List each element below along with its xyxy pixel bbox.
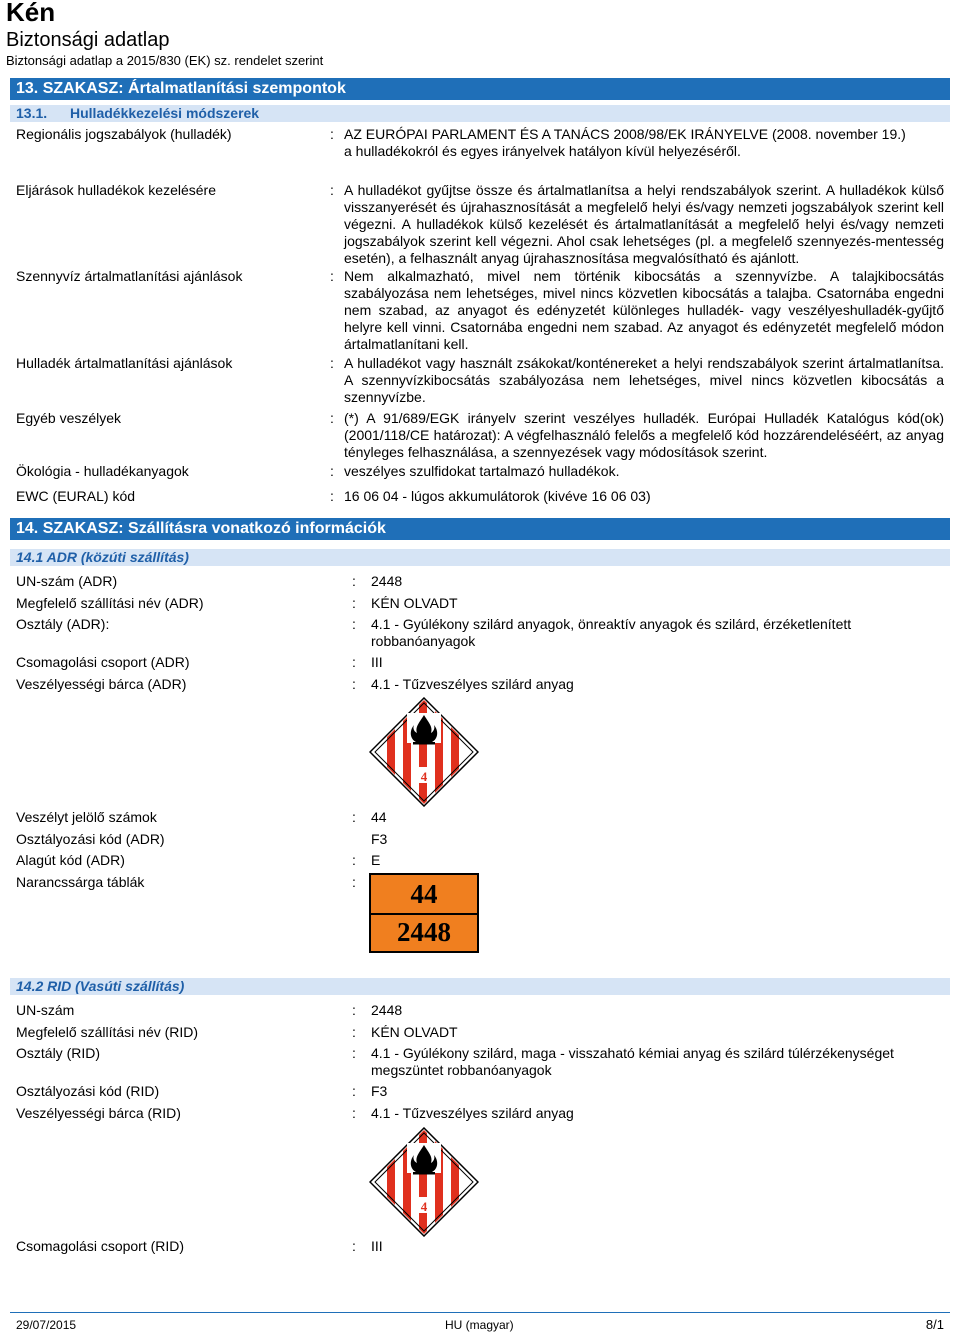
field-colon: : bbox=[352, 676, 356, 692]
field-colon: : bbox=[352, 852, 356, 868]
field-colon: : bbox=[352, 654, 356, 670]
field-value: KÉN OLVADT bbox=[371, 1024, 458, 1040]
field-label: Veszélyességi bárca (ADR) bbox=[16, 676, 187, 692]
placard-class-number: 4 bbox=[420, 769, 428, 784]
field-colon: : bbox=[352, 573, 356, 589]
field-colon: : bbox=[352, 1105, 356, 1121]
product-title: Kén bbox=[6, 0, 56, 27]
field-value: F3 bbox=[371, 831, 388, 847]
field-value: 4.1 - Tűzveszélyes szilárd anyag bbox=[371, 676, 574, 692]
field-colon: : bbox=[330, 355, 334, 371]
footer-divider bbox=[10, 1312, 950, 1313]
field-colon: : bbox=[330, 126, 334, 142]
field-colon: : bbox=[330, 463, 334, 479]
field-value: KÉN OLVADT bbox=[371, 595, 458, 611]
field-colon: : bbox=[352, 809, 356, 825]
field-label: Megfelelő szállítási név (RID) bbox=[16, 1024, 199, 1040]
field-value: AZ EURÓPAI PARLAMENT ÉS A TANÁCS 2008/98/EK IRÁNYELVE (2008. november 19.) a hulladékokról és egyes irányelvek hatályon kívül helyezéséről. bbox=[344, 126, 906, 159]
field-label: Eljárások hulladékok kezelésére bbox=[16, 182, 216, 198]
field-value: Nem alkalmazható, mivel nem történik kibocsátás a szennyvízbe. A talajkibocsátás szabályozása nem lehetséges, mivel nincs közvetlen kibocsátás a talajba. Csatornába engedni nem szabad, az anyagot és edényzetét különleges hulladék- vagy veszélyeshulladék-gyűjtő helyre kell vinni. Csatornába engedni nem szabad. Az anyagot és edényzetét megfelelő módon ártalmatlanítani kell. bbox=[344, 268, 944, 352]
field-label: UN-szám (ADR) bbox=[16, 573, 118, 589]
field-value: III bbox=[371, 654, 383, 670]
subsection-number: 13.1. bbox=[16, 105, 48, 121]
subsection-title: Hulladékkezelési módszerek bbox=[70, 105, 260, 121]
field-label: Osztály (ADR): bbox=[16, 616, 110, 632]
field-value: veszélyes szulfidokat tartalmazó hulladékok. bbox=[344, 463, 620, 479]
field-label: Osztályozási kód (RID) bbox=[16, 1083, 160, 1099]
field-label: Hulladék ártalmatlanítási ajánlások bbox=[16, 355, 233, 371]
field-colon: : bbox=[330, 410, 334, 426]
field-colon: : bbox=[352, 595, 356, 611]
field-value: III bbox=[371, 1238, 383, 1254]
flammable-solid-placard-icon bbox=[369, 1127, 479, 1237]
field-label: Csomagolási csoport (ADR) bbox=[16, 654, 190, 670]
field-colon: : bbox=[352, 616, 356, 632]
footer-date: 29/07/2015 bbox=[16, 1318, 77, 1332]
field-value: 2448 bbox=[371, 573, 403, 589]
field-label: Narancssárga táblák bbox=[16, 874, 145, 890]
field-label: Egyéb veszélyek bbox=[16, 410, 122, 426]
field-colon: : bbox=[352, 1024, 356, 1040]
field-value: E bbox=[371, 852, 381, 868]
hazard-identification-number: 44 bbox=[371, 875, 477, 915]
field-label: Veszélyt jelölő számok bbox=[16, 809, 157, 825]
footer-page-number: 8/1 bbox=[925, 1317, 944, 1332]
field-label: Veszélyességi bárca (RID) bbox=[16, 1105, 181, 1121]
flammable-solid-placard-icon bbox=[369, 697, 479, 807]
document-subtitle: Biztonsági adatlap bbox=[6, 29, 170, 51]
field-label: Alagút kód (ADR) bbox=[16, 852, 125, 868]
field-colon: : bbox=[330, 488, 334, 504]
field-colon: : bbox=[352, 1002, 356, 1018]
field-label: Csomagolási csoport (RID) bbox=[16, 1238, 185, 1254]
field-value: A hulladékot gyűjtse össze és ártalmatlanítsa a helyi rendszabályok szerint. A hulladékok külső visszanyerését és újrahasznosítását a megfelelő helyi és/vagy nemzeti jogszabályok szerint kell végezni. A hulladékok külső kezelését és ártalmatlanítását a megfelelő helyi és/vagy nemzeti jogszabályok szerint kell végezni. Ahol csak lehetséges (pl. a megfelelő szennyezés-mentesség esetén), a felhasznált anyag újrahasznosítása megvalósítható és ajánlott. bbox=[344, 182, 944, 266]
field-value: A hulladékot vagy használt zsákokat/konténereket a helyi rendszabályok szerint ártalmatlanítsa. A szennyvízkibocsátás szabályozása nem lehetséges, mivel nincs közvetlen kibocsátás a szennyvízbe. bbox=[344, 355, 944, 405]
orange-hazard-plate bbox=[369, 873, 479, 953]
section-13-header: 13. SZAKASZ: Ártalmatlanítási szempontok bbox=[10, 78, 950, 100]
field-value: 16 06 04 - lúgos akkumulátorok (kivéve 16 06 03) bbox=[344, 488, 651, 504]
field-label: Szennyvíz ártalmatlanítási ajánlások bbox=[16, 268, 243, 284]
field-colon: : bbox=[352, 1083, 356, 1099]
field-label: Megfelelő szállítási név (ADR) bbox=[16, 595, 204, 611]
field-label: Ökológia - hulladékanyagok bbox=[16, 463, 189, 479]
field-label: Regionális jogszabályok (hulladék) bbox=[16, 126, 232, 142]
field-value: 4.1 - Gyúlékony szilárd, maga - visszaható kémiai anyag és szilárd túlérzékenységet megszüntet robbanóanyagok bbox=[371, 1045, 894, 1078]
regulation-note: Biztonsági adatlap a 2015/830 (EK) sz. rendelet szerint bbox=[6, 53, 324, 68]
field-label: Osztály (RID) bbox=[16, 1045, 100, 1061]
field-colon: : bbox=[330, 182, 334, 198]
subsection-rid-header: 14.2 RID (Vasúti szállítás) bbox=[10, 978, 950, 995]
field-label: UN-szám bbox=[16, 1002, 75, 1018]
field-value: F3 bbox=[371, 1083, 388, 1099]
field-colon: : bbox=[330, 268, 334, 284]
field-value: (*) A 91/689/EGK irányelv szerint veszélyes hulladék. Európai Hulladék Katalógus kód(ok) (2001/118/CE határozat): A végfelhasználó felelős a megfelelő kód hozzárendeléséért, az anyag tényleges felhasználása, a szennyezések vagy módosítások szerint. bbox=[344, 410, 944, 460]
field-label: Osztályozási kód (ADR) bbox=[16, 831, 165, 847]
field-label: EWC (EURAL) kód bbox=[16, 488, 136, 504]
subsection-adr-header: 14.1 ADR (közúti szállítás) bbox=[10, 549, 950, 566]
subsection-13-1-header bbox=[10, 105, 950, 122]
field-colon: : bbox=[352, 1238, 356, 1254]
placard-class-number: 4 bbox=[420, 1199, 428, 1214]
field-value: 4.1 - Gyúlékony szilárd anyagok, önreaktív anyagok és szilárd, érzéketlenített robbanóanyagok bbox=[371, 616, 852, 649]
field-colon: : bbox=[352, 1045, 356, 1061]
field-colon: : bbox=[352, 874, 356, 890]
footer-language: HU (magyar) bbox=[445, 1318, 514, 1332]
section-14-header: 14. SZAKASZ: Szállításra vonatkozó információk bbox=[10, 518, 950, 540]
un-number-plate: 2448 bbox=[397, 917, 451, 947]
field-value: 2448 bbox=[371, 1002, 403, 1018]
field-value: 4.1 - Tűzveszélyes szilárd anyag bbox=[371, 1105, 574, 1121]
field-value: 44 bbox=[371, 809, 387, 825]
